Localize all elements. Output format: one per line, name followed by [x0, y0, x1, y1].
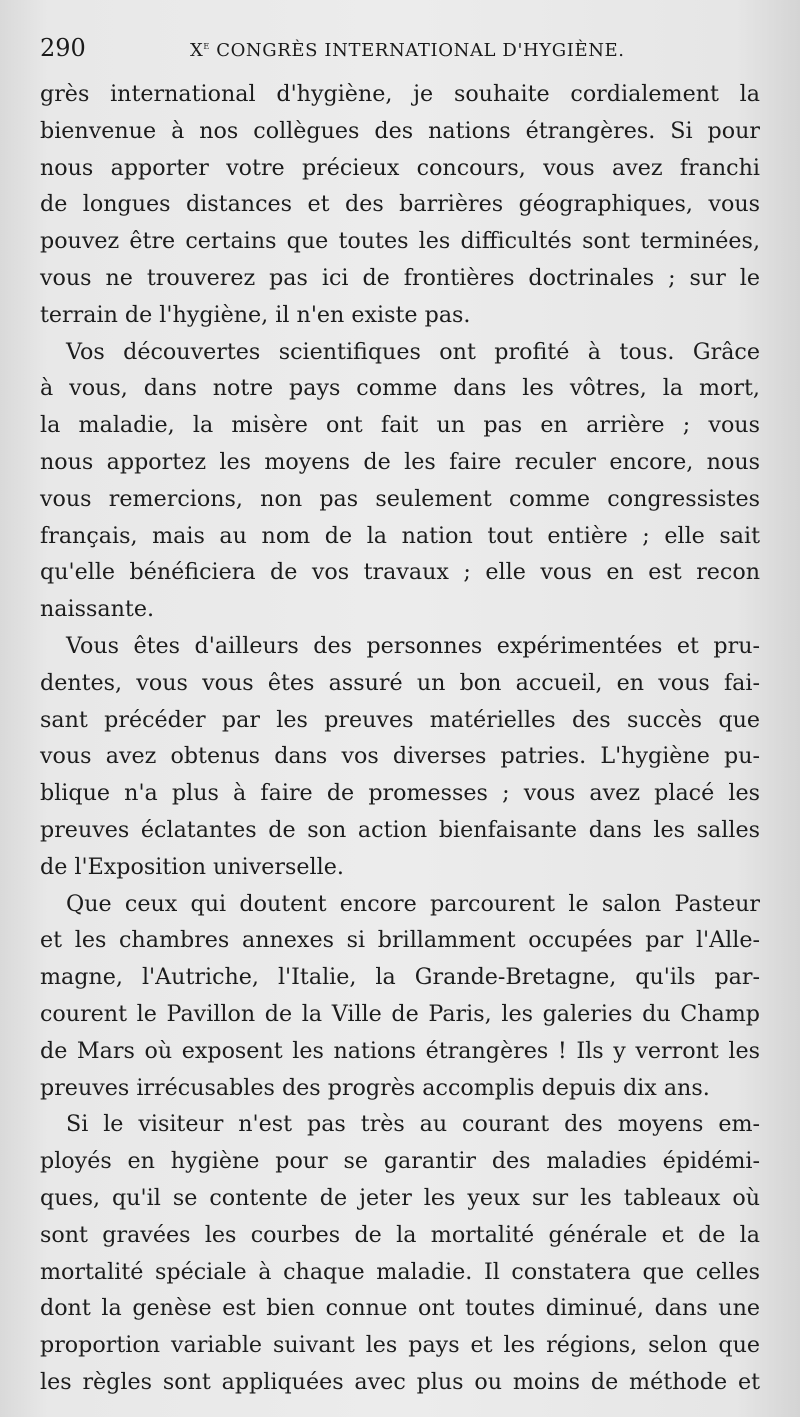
text-line: terrain de l'hygiène, il n'en existe pas.: [40, 301, 471, 328]
text-line: sont gravées les courbes de la mortalité générale et de la: [40, 1221, 760, 1248]
text-line: naissante.: [40, 596, 155, 623]
text-line: courent le Pavillon de la Ville de Paris, les galeries du Champ: [40, 1000, 760, 1027]
text-line: qu'elle bénéficiera de vos travaux ; elle vous en est recon: [40, 559, 760, 586]
text-line: la maladie, la misère ont fait un pas en arrière ; vous: [40, 412, 760, 439]
text-line: grès international d'hygiène, je souhaite cordialement la: [40, 81, 760, 107]
text-line: proportion variable suivant les pays et les régions, selon que: [40, 1332, 760, 1359]
text-line: preuves irrécusables des progrès accomplis depuis dix ans.: [40, 1074, 710, 1101]
text-line: vous ne trouverez pas ici de frontières doctrinales ; sur le: [40, 264, 760, 291]
text-line: dont la genèse est bien connue ont toutes diminué, dans une: [40, 1295, 760, 1322]
text-line: les règles sont appliquées avec plus ou moins de méthode et: [40, 1368, 760, 1395]
page-number: 290: [40, 34, 86, 62]
text-line: Vos découvertes scientifiques ont profité à tous. Grâce: [66, 338, 760, 365]
text-line: sant précéder par les preuves matérielles des succès que: [40, 706, 760, 733]
text-line: nous apporter votre précieux concours, vous avez franchi: [40, 154, 760, 181]
text-line: français, mais au nom de la nation tout entière ; elle sait: [40, 522, 760, 549]
running-head-title: CONGRÈS INTERNATIONAL D'HYGIÈNE.: [209, 40, 625, 61]
text-line: preuves éclatantes de son action bienfaisante dans les salles: [40, 816, 760, 843]
body-text: [40, 76, 760, 1401]
text-line: Si le visiteur n'est pas très au courant des moyens em-: [66, 1111, 760, 1138]
page-header: [40, 30, 760, 70]
text-line: de longues distances et des barrières géographiques, vous: [40, 191, 760, 218]
text-line: vous remercions, non pas seulement comme congressistes: [40, 485, 760, 512]
text-line: bienvenue à nos collègues des nations étrangères. Si pour: [40, 117, 760, 144]
running-head: [190, 38, 625, 61]
text-line: mortalité spéciale à chaque maladie. Il constatera que celles: [40, 1258, 760, 1285]
text-line: magne, l'Autriche, l'Italie, la Grande-Bretagne, qu'ils par-: [40, 964, 760, 991]
text-line: vous avez obtenus dans vos diverses patries. L'hygiène pu-: [40, 743, 760, 770]
running-head-prefix: X: [190, 40, 204, 61]
text-line: Que ceux qui doutent encore parcourent le salon Pasteur: [66, 890, 760, 917]
text-line: blique n'a plus à faire de promesses ; vous avez placé les: [40, 780, 760, 807]
running-head-superscript: e: [203, 38, 210, 52]
text-line: de Mars où exposent les nations étrangères ! Ils y verront les: [40, 1037, 760, 1064]
text-line: dentes, vous vous êtes assuré un bon accueil, en vous fai-: [40, 669, 760, 696]
text-line: nous apportez les moyens de les faire reculer encore, nous: [40, 448, 760, 475]
text-line: à vous, dans notre pays comme dans les vôtres, la mort,: [40, 375, 760, 402]
text-line: ployés en hygiène pour se garantir des maladies épidémi-: [40, 1148, 760, 1175]
text-line: Vous êtes d'ailleurs des personnes expérimentées et pru-: [66, 632, 760, 659]
text-line: pouvez être certains que toutes les difficultés sont terminées,: [40, 228, 760, 255]
text-line: ques, qu'il se contente de jeter les yeux sur les tableaux où: [40, 1184, 760, 1211]
text-line: de l'Exposition universelle.: [40, 853, 344, 880]
text-line: et les chambres annexes si brillamment occupées par l'Alle-: [40, 927, 760, 954]
